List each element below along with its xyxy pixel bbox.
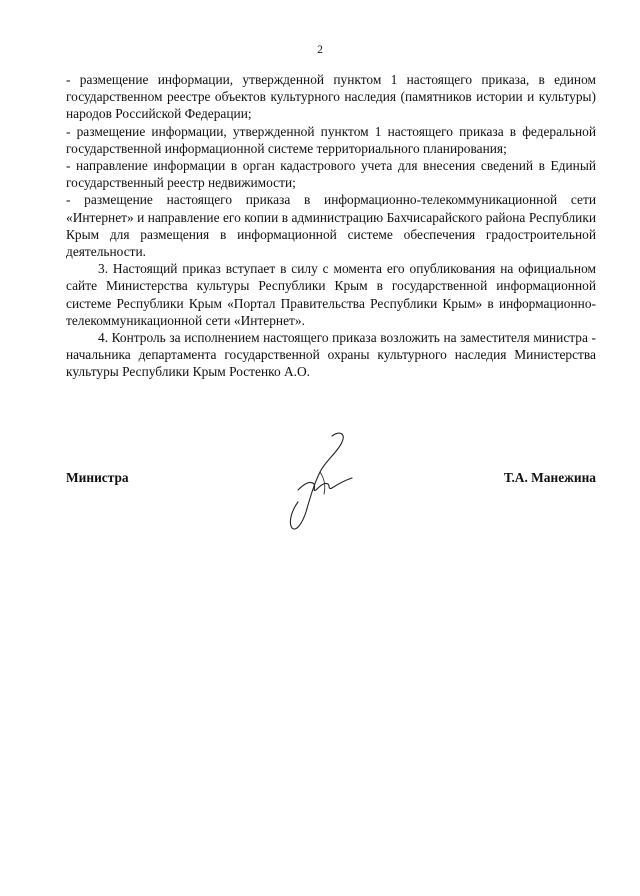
page-number: 2 xyxy=(317,44,323,56)
signer-title: Министра xyxy=(66,470,129,485)
paragraph-placement-state-register: - размещение информации, утвержденной пунктом 1 настоящего приказа, в едином государственном реестре объектов культурного наследия (памятников истории и культуры) народов Российской Федерации; xyxy=(66,72,596,122)
paragraph-internet-publication: - размещение настоящего приказа в информационно-телекоммуникационной сети «Интернет» и направление его копии в администрацию Бахчисарайского района Республики Крым для размещения в информационной системе обеспечения градостроительной деятельности. xyxy=(66,192,596,260)
paragraph-item-4-control: 4. Контроль за исполнением настоящего приказа возложить на заместителя министра - начальника департамента государственной охраны культурного наследия Министерства культуры Республики Крым Ростенко А.О. xyxy=(66,330,596,380)
paragraph-item-3-entry-into-force: 3. Настоящий приказ вступает в силу с момента его опубликования на официальном сайте Министерства культуры Республики Крым в государственной информационной системе Республики Крым «Портал Правительства Республики Крым» в информационно-телекоммуникационной сети «Интернет». xyxy=(66,261,596,328)
document-body xyxy=(66,71,596,381)
paragraph-placement-federal-system: - размещение информации, утвержденной пунктом 1 настоящего приказа в федеральной государственной информационной системе территориального планирования; xyxy=(66,123,596,156)
handwritten-signature xyxy=(280,428,360,538)
paragraph-cadastral-registration: - направление информации в орган кадастрового учета для внесения сведений в Единый государственный реестр недвижимости; xyxy=(66,158,596,191)
signer-name: Т.А. Манежина xyxy=(503,470,596,485)
